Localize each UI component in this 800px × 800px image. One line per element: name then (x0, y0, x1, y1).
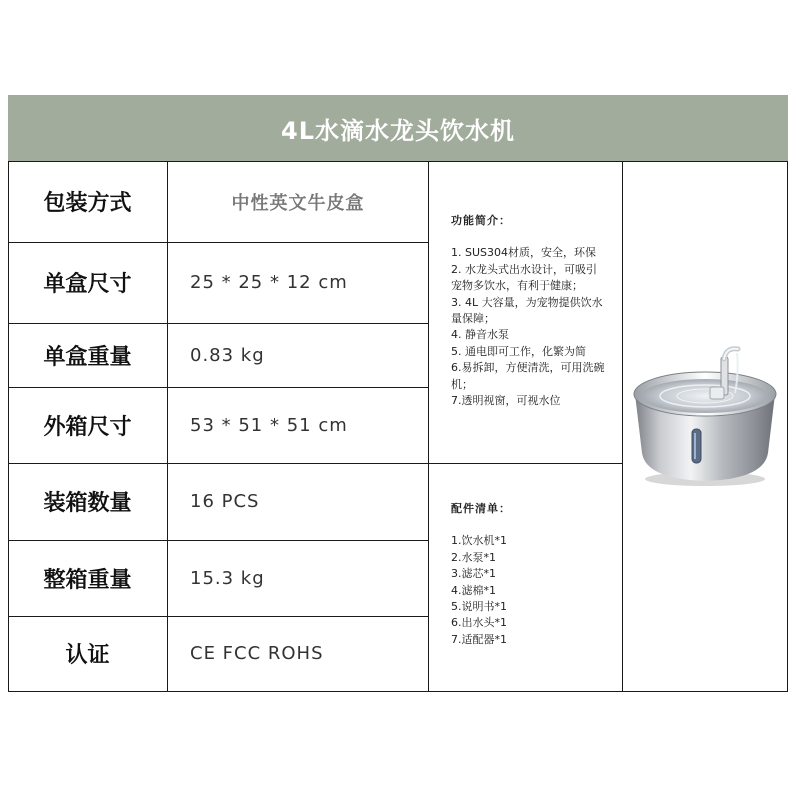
value-carton-size: 53 * 51 * 51 cm (190, 414, 348, 436)
product-photo (622, 161, 788, 692)
accessory-line: 5.说明书*1 (451, 600, 507, 614)
info-divider (428, 463, 622, 464)
label-certification: 认证 (65, 643, 110, 668)
label-carton-weight: 整箱重量 (43, 567, 132, 593)
accessories-title: 配件清单： (451, 502, 511, 515)
feature-line: 2. 水龙头式出水设计，可吸引宠物多饮水，有利于健康； (451, 262, 597, 293)
feature-line: 5. 通电即可工作，化繁为简 (451, 344, 586, 358)
accessory-line: 2.水泵*1 (451, 550, 496, 564)
value-packaging: 中性英文牛皮盒 (231, 192, 365, 214)
label-packaging: 包装方式 (43, 191, 132, 216)
spec-sheet (8, 95, 788, 692)
accessory-line: 1.饮水机*1 (451, 534, 507, 548)
value-box-size: 25 * 25 * 12 cm (190, 272, 348, 293)
water-fountain-image (622, 161, 788, 692)
accessory-line: 7.适配器*1 (451, 632, 507, 646)
value-certification: CE FCC ROHS (190, 643, 324, 664)
value-carton-qty: 16 PCS (190, 491, 260, 512)
features-block (451, 213, 606, 409)
column-divider (428, 161, 429, 692)
accessory-line: 4.滤棉*1 (451, 583, 496, 597)
features-title: 功能简介： (451, 214, 511, 227)
product-title: 4L水滴水龙头饮水机 (8, 95, 788, 161)
value-box-weight: 0.83 kg (190, 344, 265, 366)
feature-line: 7.透明视窗，可视水位 (451, 394, 561, 408)
label-carton-qty: 装箱数量 (43, 491, 132, 516)
accessories-block (451, 501, 606, 648)
feature-line: 6.易拆卸，方便清洗，可用洗碗机； (451, 361, 605, 391)
label-carton-size: 外箱尺寸 (43, 414, 132, 440)
value-carton-weight: 15.3 kg (190, 567, 265, 589)
label-box-weight: 单盒重量 (43, 344, 132, 370)
feature-line: 4. 静音水泵 (451, 328, 509, 342)
accessory-line: 3.滤芯*1 (451, 567, 496, 581)
label-box-size: 单盒尺寸 (43, 272, 132, 297)
feature-line: 1. SUS304材质，安全，环保 (451, 246, 597, 260)
accessory-line: 6.出水头*1 (451, 616, 507, 630)
spec-table (8, 161, 788, 692)
feature-line: 3. 4L 大容量，为宠物提供饮水量保障； (451, 295, 603, 326)
